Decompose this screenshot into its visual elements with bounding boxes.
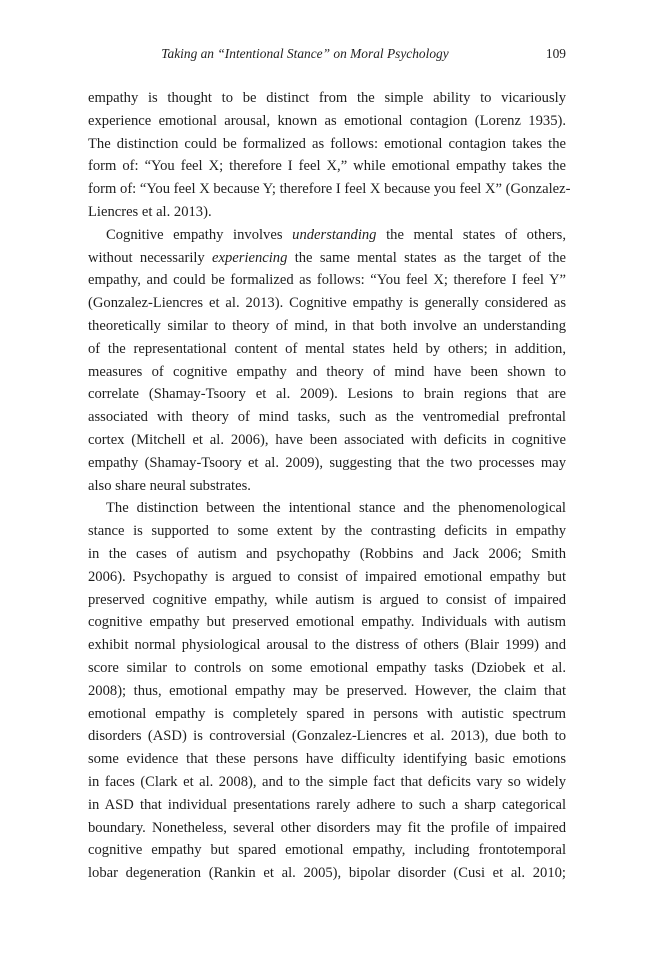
text-line: in faces (Clark et al. 2008), and to the simple fact that deficits vary so widely bbox=[88, 773, 566, 790]
text-line: experience emotional arousal, known as emotional contagion (Lorenz 1935). bbox=[88, 112, 566, 129]
emphasis: understanding bbox=[292, 226, 377, 243]
text-line: some evidence that these persons have difficulty identifying basic emotions bbox=[88, 751, 566, 768]
text-line: form of: “You feel X because Y; therefore I feel X because you feel X” (Gonzalez- bbox=[88, 181, 571, 198]
text-line: disorders (ASD) is controversial (Gonzalez-Liencres et al. 2013), due both to bbox=[88, 728, 566, 745]
paragraph-emotional-empathy bbox=[88, 87, 571, 224]
text-line: empathy (Shamay-Tsoory et al. 2009), suggesting that the two processes may bbox=[88, 454, 566, 471]
text-line: boundary. Nonetheless, several other disorders may fit the profile of impaired bbox=[88, 819, 566, 836]
running-title: Taking an “Intentional Stance” on Moral Psychology bbox=[161, 46, 449, 61]
text-line: measures of cognitive empathy and theory of mind have been shown to bbox=[88, 363, 566, 380]
running-head bbox=[88, 44, 566, 64]
text-line: The distinction could be formalized as follows: emotional contagion takes the bbox=[88, 135, 566, 152]
text-line: stance is supported to some extent by the contrasting deficits in empathy bbox=[88, 523, 566, 540]
text-line: form of: “You feel X; therefore I feel X,” while emotional empathy takes the bbox=[88, 158, 566, 175]
text-line: Cognitive empathy involves understanding the mental states of others, bbox=[106, 226, 566, 243]
emphasis: experiencing bbox=[212, 249, 288, 266]
text-line: (Gonzalez-Liencres et al. 2013). Cognitive empathy is generally considered as bbox=[88, 295, 566, 312]
text-line: preserved cognitive empathy, while autism is argued to consist of impaired bbox=[88, 591, 566, 608]
page-number: 109 bbox=[545, 46, 566, 61]
text-line: cortex (Mitchell et al. 2006), have been associated with deficits in cognitive bbox=[88, 431, 566, 448]
text-line: The distinction between the intentional stance and the phenomenological bbox=[106, 500, 566, 517]
text-line: 2006). Psychopathy is argued to consist of impaired emotional empathy but bbox=[88, 568, 566, 585]
text-line: without necessarily experiencing the same mental states as the target of the bbox=[88, 249, 566, 266]
text-line: theoretically similar to theory of mind, in that both involve an understanding bbox=[88, 317, 566, 334]
text-line: of the representational content of mental states held by others; in addition, bbox=[88, 340, 566, 357]
body-text bbox=[88, 87, 571, 885]
text-line: empathy, and could be formalized as follows: “You feel X; therefore I feel Y” bbox=[88, 272, 566, 289]
text-line: score similar to controls on some emotional empathy tasks (Dziobek et al. bbox=[88, 659, 566, 676]
text-line: exhibit normal physiological arousal to the distress of others (Blair 1999) and bbox=[88, 637, 566, 654]
paragraph-cognitive-empathy bbox=[88, 224, 566, 498]
text-line: in ASD that individual presentations rarely adhere to such a sharp categorical bbox=[88, 796, 566, 813]
text-line: correlate (Shamay-Tsoory et al. 2009). Lesions to brain regions that are bbox=[88, 386, 566, 403]
text-line: lobar degeneration (Rankin et al. 2005), bipolar disorder (Cusi et al. 2010; bbox=[88, 865, 566, 882]
text-line: cognitive empathy but preserved emotional empathy. Individuals with autism bbox=[88, 614, 566, 631]
paragraph-intentional-stance bbox=[88, 497, 566, 885]
text-line: in the cases of autism and psychopathy (Robbins and Jack 2006; Smith bbox=[88, 545, 566, 562]
text-line: associated with theory of mind tasks, such as the ventromedial prefrontal bbox=[88, 409, 566, 426]
text-line: emotional empathy is completely spared in persons with autistic spectrum bbox=[88, 705, 566, 722]
text-line: Liencres et al. 2013). bbox=[88, 203, 212, 220]
text-line: cognitive empathy but spared emotional empathy, including frontotemporal bbox=[88, 842, 566, 859]
text-line: also share neural substrates. bbox=[88, 477, 251, 494]
text-line: empathy is thought to be distinct from the simple ability to vicariously bbox=[88, 90, 566, 106]
text-line: 2008); thus, emotional empathy may be preserved. However, the claim that bbox=[88, 682, 566, 699]
